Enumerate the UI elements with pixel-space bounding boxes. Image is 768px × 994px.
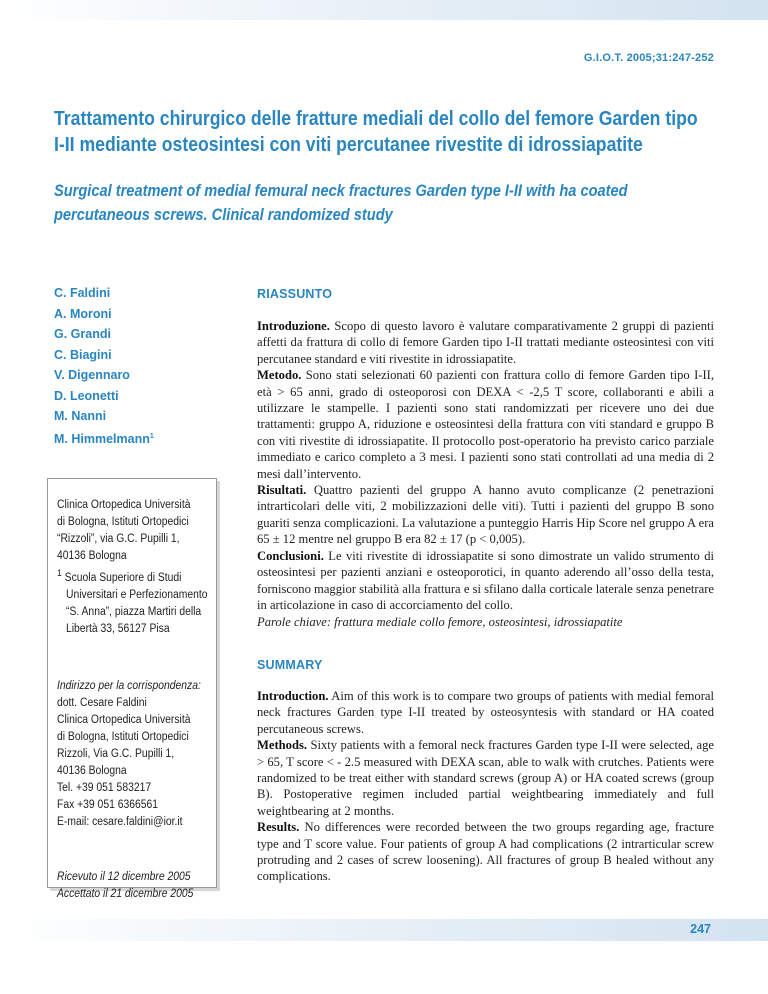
paragraph-text: Le viti rivestite di idrossiapatite si sono dimostrate un valido strumento di osteosintesi per pazienti anziani e osteoporotici, in quanto aderendo all’osso della testa, forniscono maggior stabilità alla frattura e si sfilano dalla corticale laterale senza penetrare in articolazione in caso di accorciamento del collo. [257,548,714,612]
paragraph-label: Introduzione. [257,319,330,333]
paragraph-label: Results. [257,820,300,835]
correspondence-line: dott. Cesare Faldini [57,696,147,709]
affiliation-note-line [57,565,195,587]
paragraph-label: Introduction. [257,689,329,703]
author: V. Digennaro [54,368,130,382]
paragraph-label: Metodo. [257,368,302,383]
paragraph-label: Conclusioni. [257,548,324,563]
author: M. Nanni [54,409,107,423]
riassunto-risultati [257,482,714,548]
correspondence-line: di Bologna, Istituti Ortopedici [57,730,189,743]
article-title: Trattamento chirurgico delle fratture mediali del collo del femore Garden tipo I-II mediante osteosintesi con viti percutanee rivestite di idrossiapatite [54,107,698,156]
received-date: Ricevuto il 12 dicembre 2005 [57,870,191,883]
summary-methods [257,737,714,819]
paragraph-text: Sixty patients with a femoral neck fractures Garden type I-II were selected, age > 65, T score < - 2.5 measured with DEXA scan, able to walk with crutches. Patients were randomized to be treat either with standard screws (group A) or HA coated screws (group B). Postoperative regimen included partial weightbearing immediately and full weightbearing at 2 months. [257,738,714,818]
author: C. Faldini [54,286,111,300]
affiliation-line: “Rizzoli”, via G.C. Pupilli 1, [57,533,180,545]
article-subtitle: Surgical treatment of medial femural neck fractures Garden type I-II with ha coated percutaneous screws. Clinical randomized study [54,181,628,224]
affiliation-mark: 1 [149,432,154,440]
footer-band [0,919,768,941]
note-text: Scuola Superiore di Studi [64,571,182,584]
author: G. Grandi [54,327,111,341]
affiliation-box [47,478,217,900]
paragraph-label: Risultati. [257,483,307,498]
author: D. Leonetti [54,388,119,403]
paragraph-label: Methods. [257,738,308,753]
author: A. Moroni [54,306,112,321]
correspondence [57,678,201,831]
affiliation-note-line: “S. Anna”, piazza Martiri della [66,605,202,618]
paragraph-text: Scopo di questo lavoro è valutare comparativamente 2 gruppi di pazienti affetti da frattura di collo di femore Garden tipo I-II trattati mediante osteosintesi con viti percutanee standard e viti rivestite in idrossiapatite. [257,319,714,366]
author-list [54,283,154,449]
accepted-date: Accettato il 21 dicembre 2005 [57,887,194,900]
author-last [54,427,154,450]
affiliation-note-line: Universitari e Perfezionamento [66,588,208,601]
riassunto-heading: RIASSUNTO [257,287,333,301]
riassunto-keywords: Parole chiave: frattura mediale collo femore, osteosintesi, idrossiapatite [257,615,623,629]
correspondence-line: 40136 Bologna [57,764,127,777]
summary-results [257,819,714,885]
affiliation-note-line: Libertà 33, 56127 Pisa [66,622,170,635]
riassunto-body [257,318,714,613]
paragraph-text: Quattro pazienti del gruppo A hanno avuto complicanze (2 penetrazioni intrarticolari delle viti, 2 mobilizzazioni delle viti). Tutti i pazienti del gruppo B sono guariti senza complicazioni. La valutazione a punteggio Harris Hip Score nel gruppo A era 65 ± 12 mentre nel gruppo B era 82 ± 17 (p < 0,005). [257,483,714,547]
header-band [0,0,768,20]
correspondence-line: Clinica Ortopedica Università [57,713,191,726]
summary-introduction [257,688,714,737]
paragraph-text: Sono stati selezionati 60 pazienti con frattura collo di femore Garden tipo I-II, età > 65 anni, grado di osteoporosi con DEXA < -2,5 T score, collaboranti e abili a utilizzare le stampelle. I pazienti sono stati randomizzati per ricevere uno dei due trattamenti: gruppo A, riduzione e osteosintesi della frattura con viti standard e gruppo B con viti rivestite di idrossiapatite. Il protocollo post-operatorio ha previsto carico parziale immediato e carico completo a 3 mesi. I pazienti sono stati controllati ad una media di 2 mesi dall’intervento. [257,368,714,481]
article-dates [57,869,195,903]
correspondence-label: Indirizzo per la corrispondenza: [57,679,201,692]
affiliation-line: 40136 Bologna [57,550,127,562]
author: M. Himmelmann [54,431,150,446]
riassunto-introduzione [257,318,714,367]
author: C. Biagini [54,347,112,362]
journal-reference: G.I.O.T. 2005;31:247-252 [583,52,714,64]
correspondence-email: E-mail: cesare.faldini@ior.it [57,815,183,828]
affiliation-line: di Bologna, Istituti Ortopedici [57,516,189,528]
page-number: 247 [690,922,711,936]
summary-heading: SUMMARY [257,658,323,672]
riassunto-metodo [257,367,714,482]
summary-body [257,688,714,885]
riassunto-conclusioni [257,548,714,614]
correspondence-line: Fax +39 051 6366561 [57,798,159,811]
affiliation-line: Clinica Ortopedica Università [57,499,191,511]
affiliation [57,497,208,638]
correspondence-line: Rizzoli, Via G.C. Pupilli 1, [57,747,175,760]
paragraph-text: Aim of this work is to compare two groups of patients with medial femoral neck fractures Garden type I-II treated by osteosyntesis with standard or HA coated percutaneous screws. [257,689,714,736]
paragraph-text: No differences were recorded between the two groups regarding age, fracture type and T score value. Four patients of group A had complications (2 intrarticular screw protruding and 2 cases of screw loosening). All fractures of group B healed without any complications. [257,820,714,884]
note-mark: 1 [57,568,62,579]
correspondence-line: Tel. +39 051 583217 [57,781,152,794]
